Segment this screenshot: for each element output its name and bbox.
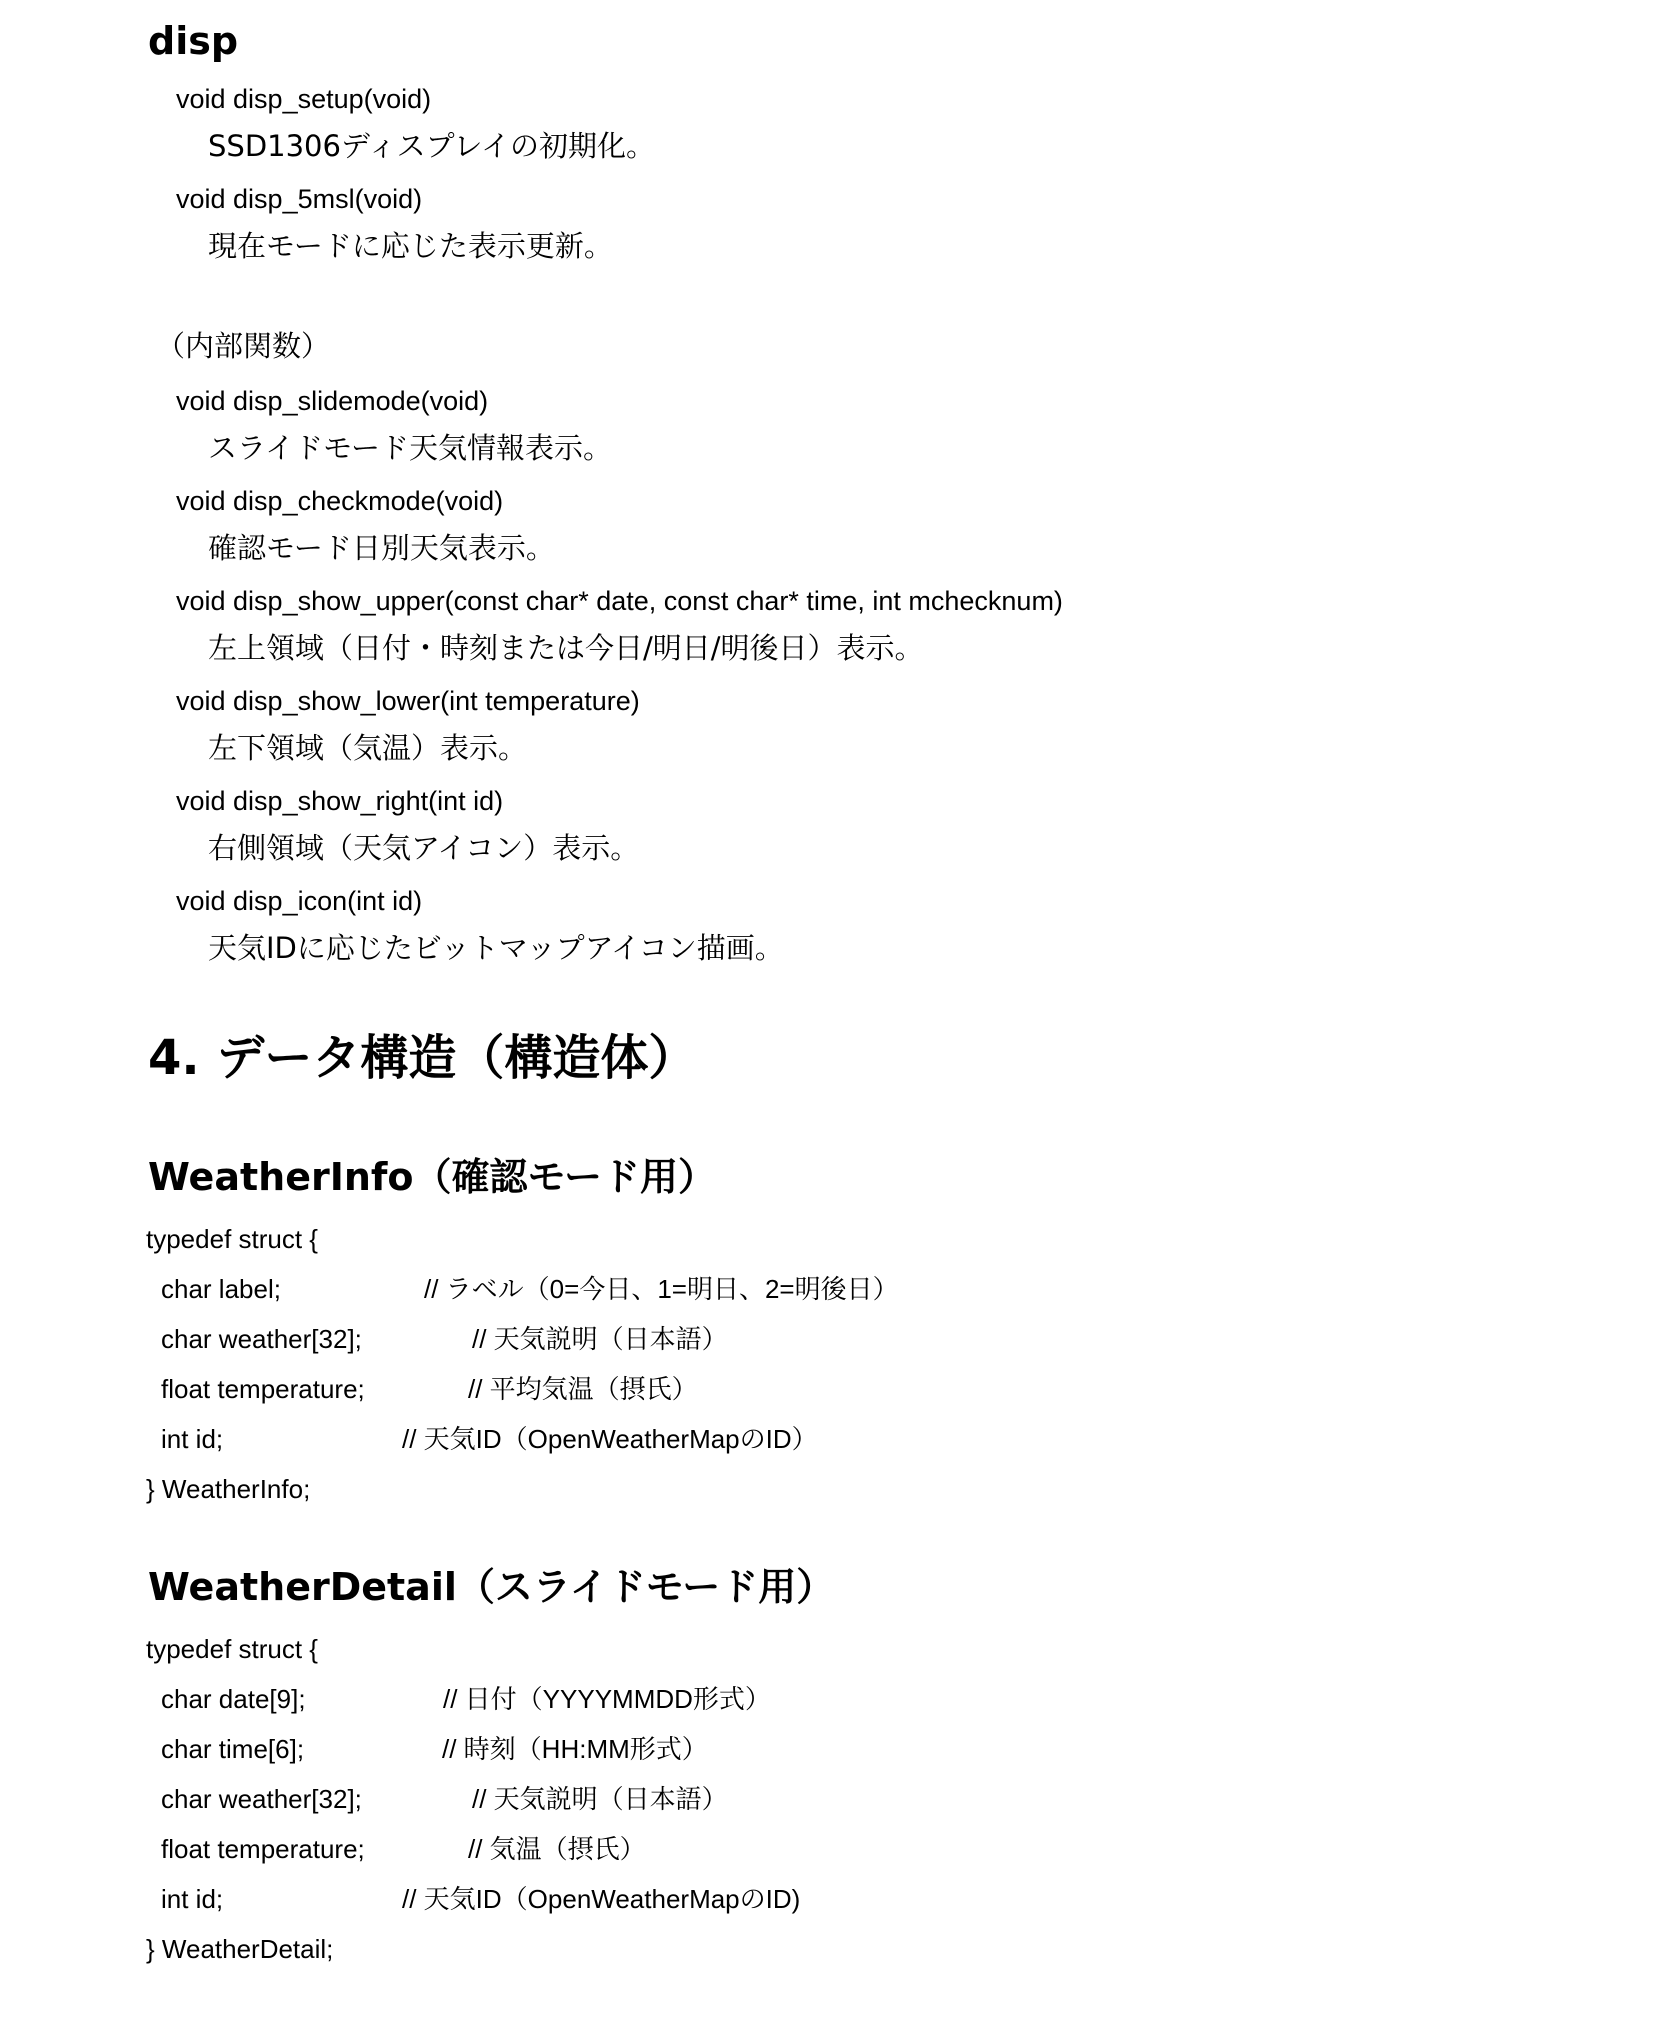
function-signature: void disp_setup(void)	[176, 84, 432, 114]
function-description: スライドモード天気情報表示。	[208, 431, 612, 465]
struct-field-comment: // 日付（YYYYMMDD形式）	[443, 1684, 771, 1714]
struct-field-decl: char time[6];	[161, 1734, 305, 1764]
section-title-data-structures: 4. データ構造（構造体）	[148, 1030, 697, 1086]
struct-field-comment: // 天気ID（OpenWeatherMapのID）	[402, 1424, 818, 1454]
struct-title-weatherdetail: WeatherDetail（スライドモード用）	[148, 1565, 835, 1609]
struct-field-comment: // 天気説明（日本語）	[472, 1324, 728, 1354]
struct-close: } WeatherInfo;	[146, 1474, 311, 1504]
struct-field-comment: // 時刻（HH:MM形式）	[442, 1734, 708, 1764]
function-signature: void disp_checkmode(void)	[176, 486, 504, 516]
section-title-disp: disp	[148, 19, 239, 63]
struct-field-decl: char date[9];	[161, 1684, 306, 1714]
struct-open: typedef struct {	[146, 1634, 318, 1664]
struct-field-decl: float temperature;	[161, 1374, 365, 1404]
struct-field-decl: float temperature;	[161, 1834, 365, 1864]
function-signature: void disp_show_right(int id)	[176, 786, 504, 816]
function-description: SSD1306ディスプレイの初期化。	[208, 129, 656, 163]
struct-field-comment: // 天気ID（OpenWeatherMapのID)	[402, 1884, 801, 1914]
function-signature: void disp_slidemode(void)	[176, 386, 489, 416]
function-signature: void disp_5msl(void)	[176, 184, 423, 214]
struct-field-comment: // ラベル（0=今日、1=明日、2=明後日）	[424, 1274, 899, 1304]
struct-field-comment: // 気温（摂氏）	[468, 1834, 646, 1864]
struct-field-decl: char label;	[161, 1274, 281, 1304]
function-description: 右側領域（天気アイコン）表示。	[208, 831, 640, 865]
function-description: 左上領域（日付・時刻または今日/明日/明後日）表示。	[208, 631, 924, 665]
function-signature: void disp_show_upper(const char* date, const char* time, int mchecknum)	[176, 586, 1063, 616]
function-description: 天気IDに応じたビットマップアイコン描画。	[208, 931, 784, 965]
function-signature: void disp_icon(int id)	[176, 886, 423, 916]
struct-close: } WeatherDetail;	[146, 1934, 334, 1964]
struct-field-decl: int id;	[161, 1424, 224, 1454]
function-signature: void disp_show_lower(int temperature)	[176, 686, 640, 716]
struct-title-weatherinfo: WeatherInfo（確認モード用）	[148, 1155, 717, 1199]
struct-field-comment: // 天気説明（日本語）	[472, 1784, 728, 1814]
struct-field-decl: char weather[32];	[161, 1324, 362, 1354]
internal-functions-label: （内部関数）	[156, 329, 331, 363]
struct-field-decl: char weather[32];	[161, 1784, 362, 1814]
struct-field-comment: // 平均気温（摂氏）	[468, 1374, 698, 1404]
function-description: 現在モードに応じた表示更新。	[208, 229, 613, 263]
function-description: 左下領域（気温）表示。	[208, 731, 528, 765]
function-description: 確認モード日別天気表示。	[208, 531, 555, 565]
struct-open: typedef struct {	[146, 1224, 318, 1254]
struct-field-decl: int id;	[161, 1884, 224, 1914]
